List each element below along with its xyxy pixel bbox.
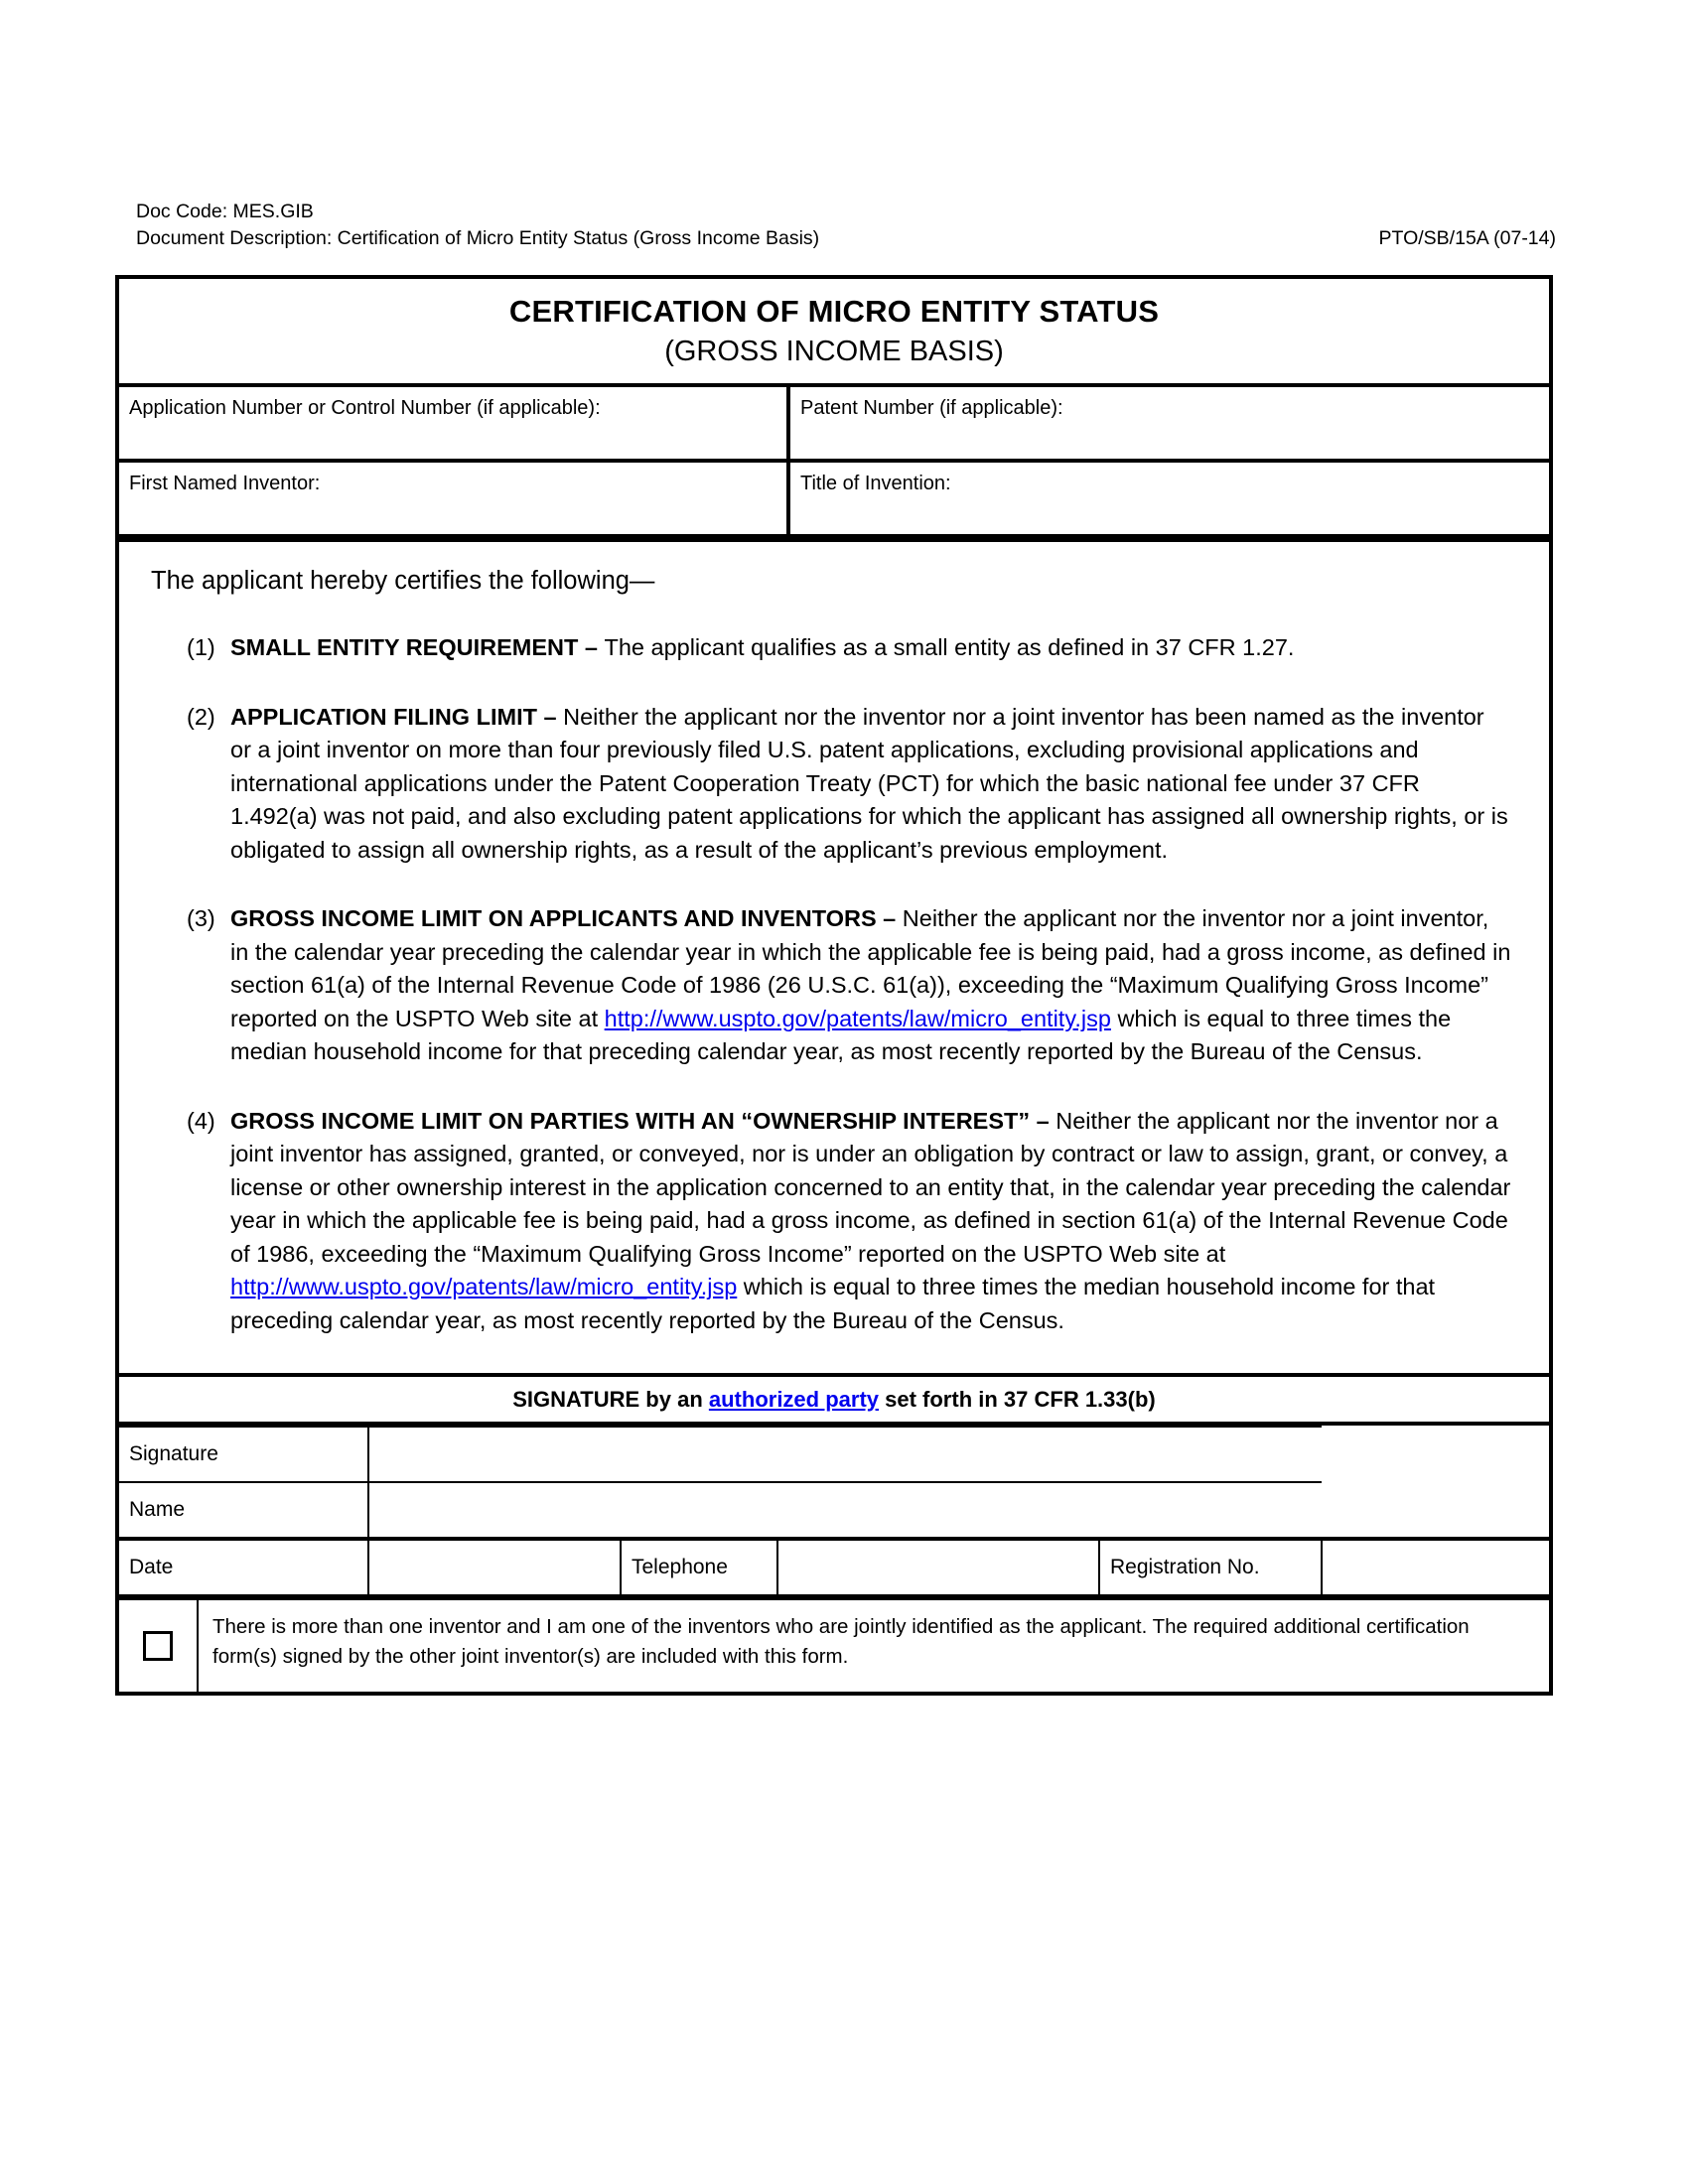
doc-description-line: Document Description: Certification of Micro Entity Status (Gross Income Basis) [136,227,820,249]
name-row-input[interactable] [368,1482,1322,1539]
doc-code-line: Doc Code: MES.GIB [136,201,314,222]
item-4-dash: – [1030,1107,1056,1134]
certification-item-4 [151,1105,1511,1338]
item-2-heading: APPLICATION FILING LIMIT [230,703,537,730]
item-3-dash: – [876,905,903,931]
joint-inventor-row [119,1596,1549,1692]
item-1-body: The applicant qualifies as a small entity as defined in 37 CFR 1.27. [604,634,1295,660]
field-patent-number-label: Patent Number (if applicable): [800,397,1063,419]
field-patent-number[interactable] [790,387,1549,459]
form-number-label: PTO/SB/15A (07-14) [1378,227,1556,249]
joint-inventor-checkbox-cell[interactable] [119,1600,199,1692]
field-title-of-invention-label: Title of Invention: [800,473,951,494]
certification-form-box [115,275,1553,1696]
form-title-main: CERTIFICATION OF MICRO ENTITY STATUS [508,294,1160,329]
joint-inventor-text: There is more than one inventor and I am one of the inventors who are jointly identified as the applicant. The required additional certification form(s) signed by the other joint inventor(s) are included with this form. [212,1615,1470,1668]
item-1-dash: – [578,634,605,660]
telephone-input[interactable] [777,1539,1099,1595]
date-input[interactable] [368,1539,621,1595]
signature-table [119,1426,1549,1596]
document-header [136,199,1556,252]
field-first-named-inventor-label: First Named Inventor: [129,473,321,494]
micro-entity-link-2[interactable]: http://www.uspto.gov/patents/law/micro_entity.jsp [230,1274,738,1299]
table-row-signature [119,1427,1549,1482]
item-4-number: (4) [187,1107,215,1134]
info-row-inventor [119,463,1549,538]
authorized-party-link[interactable]: authorized party [708,1387,880,1412]
item-3-body-after-link: which is equal to three times the median household income for that preceding calendar year, as most recently reported by the Bureau of the Census. [230,1005,1452,1064]
table-row-name [119,1482,1549,1539]
signature-band-suffix: set forth in 37 CFR 1.33(b) [879,1387,1156,1412]
item-2-number: (2) [187,703,215,730]
signature-band-prefix: SIGNATURE by an [512,1387,709,1412]
item-2-body: Neither the applicant nor the inventor nor a joint inventor has been named as the inventor or a joint inventor on more than four previously filed U.S. patent applications, excluding provisional applications and international applications under the Patent Cooperation Treaty (PCT) for which the basic national fee under 37 CFR 1.492(a) was not paid, and also excluding patent applications for which the applicant has assigned all ownership rights, or is obligated to assign all ownership rights, as a result of the applicant’s previous employment. [230,703,1508,863]
item-4-body-after-link: which is equal to three times the median household income for that preceding calendar year, as most recently reported by the Bureau of the Census. [230,1274,1436,1333]
telephone-label: Telephone [621,1539,777,1595]
field-application-number-label: Application Number or Control Number (if applicable): [129,397,601,419]
certification-body [119,538,1549,1373]
certification-item-3 [151,902,1511,1069]
item-1-number: (1) [187,634,215,660]
lead-line: The applicant hereby certifies the following— [151,567,655,595]
certification-item-2 [151,701,1511,868]
certification-item-1 [151,631,1511,665]
field-first-named-inventor[interactable] [119,463,790,534]
item-4-heading: GROSS INCOME LIMIT ON PARTIES WITH AN “OWNERSHIP INTEREST” [230,1107,1031,1134]
table-row-date-telephone-registration [119,1539,1549,1595]
item-3-number: (3) [187,905,215,931]
form-title-sub: (GROSS INCOME BASIS) [664,336,1004,367]
checkbox-icon[interactable] [143,1631,173,1661]
micro-entity-link-1[interactable]: http://www.uspto.gov/patents/law/micro_entity.jsp [604,1005,1111,1031]
signature-band [119,1373,1549,1426]
field-application-number[interactable] [119,387,790,459]
info-row-application [119,387,1549,463]
item-3-heading: GROSS INCOME LIMIT ON APPLICANTS AND INVENTORS [230,905,877,931]
date-label: Date [119,1539,368,1595]
certification-list [151,631,1511,1337]
name-row-label: Name [119,1482,368,1539]
signature-row-label: Signature [119,1427,368,1482]
item-4-body-before-link: Neither the applicant nor the inventor nor a joint inventor has assigned, granted, or conveyed, nor is under an obligation by contract or law to assign, grant, or convey, a license or other ownership interest in the application concerned to an entity that, in the calendar year preceding the calendar year in which the applicable fee is being paid, had a gross income, as defined in section 61(a) of the Internal Revenue Code of 1986, exceeding the “Maximum Qualifying Gross Income” reported on the USPTO Web site at [230,1107,1511,1267]
item-1-heading: SMALL ENTITY REQUIREMENT [230,634,579,660]
item-3-body-before-link: Neither the applicant nor the inventor nor a joint inventor, in the calendar year preceding the calendar year in which the applicable fee is being paid, had a gross income, as defined in section 61(a) of the Internal Revenue Code of 1986 (26 U.S.C. 61(a)), exceeding the “Maximum Qualifying Gross Income” reported on the USPTO Web site at [230,905,1511,1031]
field-title-of-invention[interactable] [790,463,1549,534]
item-2-dash: – [536,703,564,730]
form-title-band [119,279,1549,387]
signature-row-input[interactable] [368,1427,1322,1482]
registration-input[interactable] [1322,1539,1549,1595]
registration-label: Registration No. [1099,1539,1322,1595]
document-header-left [136,199,819,252]
